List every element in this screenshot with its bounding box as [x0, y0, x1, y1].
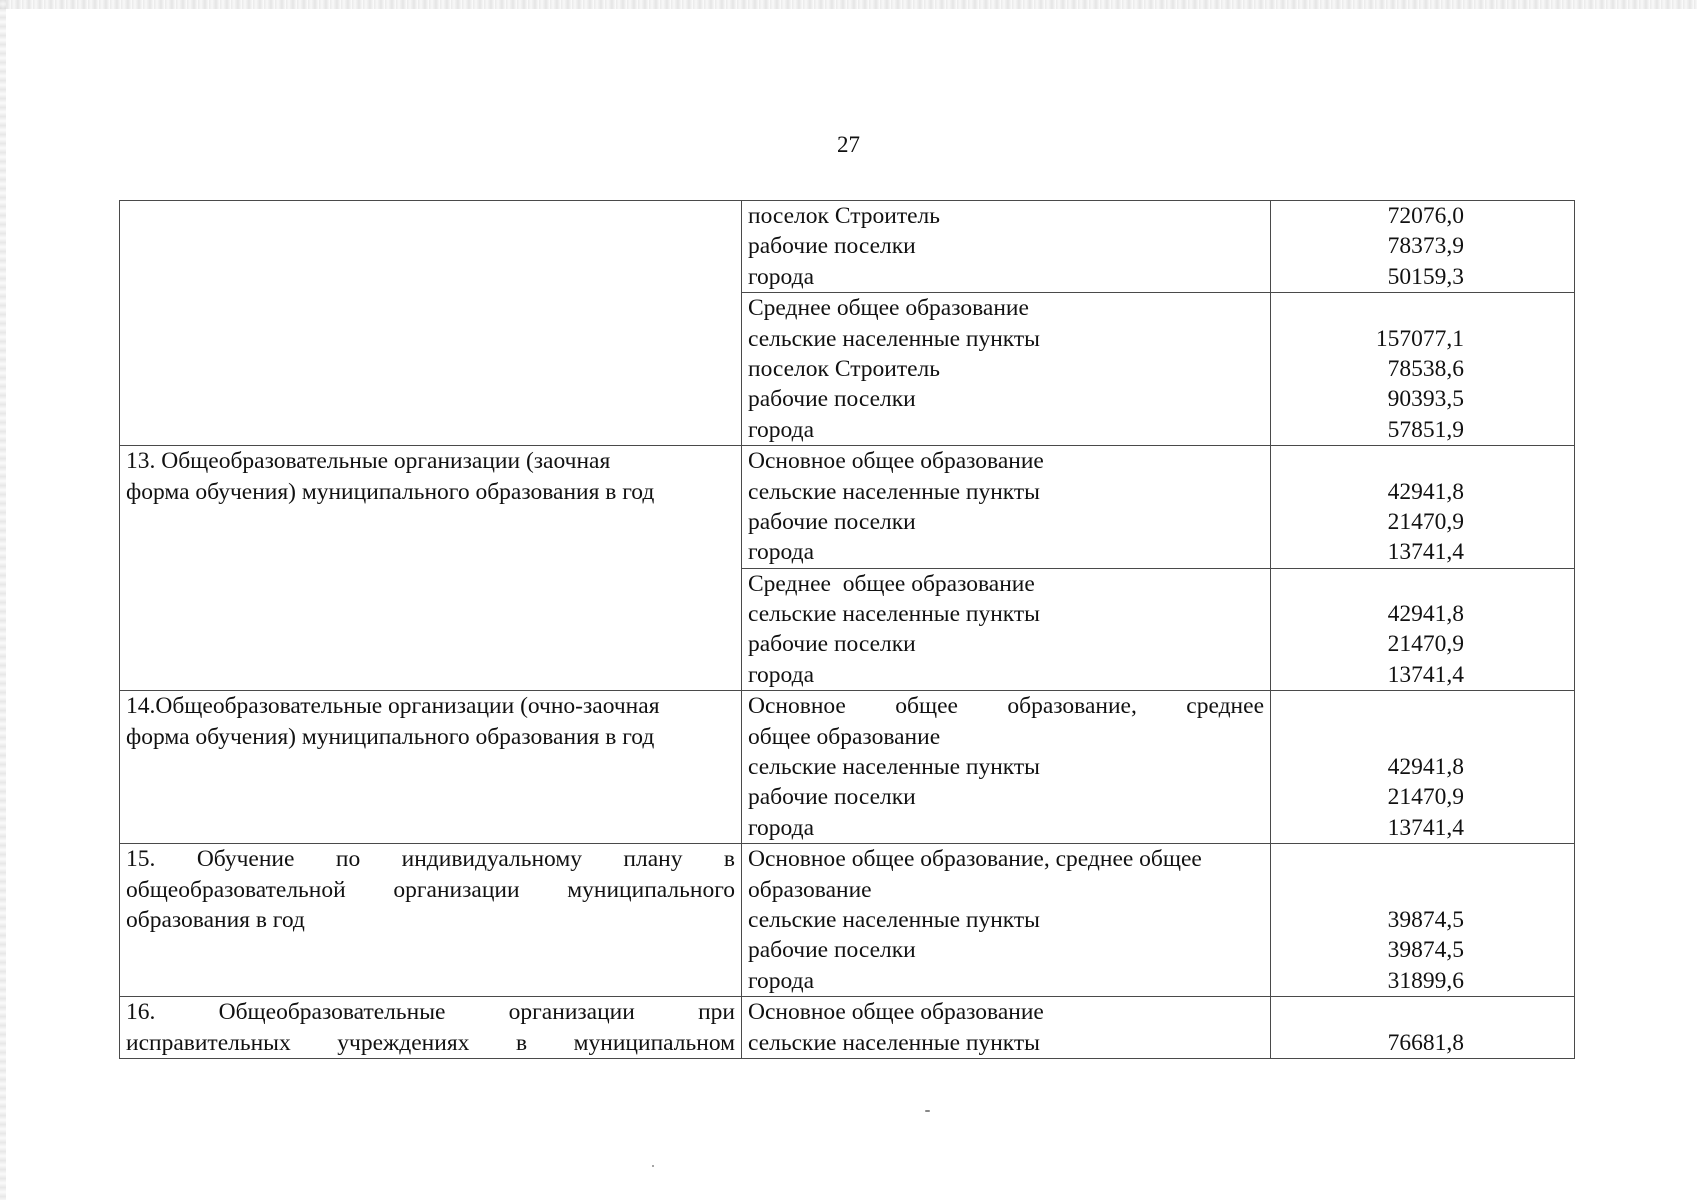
item-label: города: [748, 661, 815, 688]
row-title-line: 16. Общеобразовательные организации при: [126, 999, 735, 1026]
blank-line: [1277, 691, 1464, 721]
blank-line: [1277, 722, 1464, 752]
item-value: 90393,5: [1387, 386, 1464, 413]
item-value: 13741,4: [1387, 539, 1464, 566]
block-labels: [742, 446, 1271, 569]
block-labels: [742, 691, 1271, 844]
block-heading: образование: [748, 876, 872, 903]
block-values: [1271, 446, 1575, 569]
item-label: сельские населенные пункты: [748, 478, 1040, 505]
scan-edge-left: [0, 0, 6, 1200]
item-value: 78373,9: [1387, 233, 1464, 260]
scan-edge-top: [0, 0, 1697, 9]
block-labels: [742, 568, 1271, 691]
block-labels: [742, 844, 1271, 997]
table-row-16: [120, 997, 1575, 1059]
blank-line: [1277, 875, 1464, 905]
item-label: города: [748, 967, 815, 994]
item-label: рабочие поселки: [748, 233, 916, 260]
item-label: города: [748, 539, 815, 566]
item-label: города: [748, 416, 815, 443]
block-heading: Основное общее образование, среднее общее: [748, 846, 1202, 873]
item-label: сельские населенные пункты: [748, 754, 1040, 781]
item-label: рабочие поселки: [748, 631, 916, 658]
block-heading: общее образование: [748, 723, 941, 750]
block-labels: [742, 293, 1271, 446]
row-title: [120, 997, 742, 1059]
block-values: [1271, 844, 1575, 997]
item-label: рабочие поселки: [748, 508, 916, 535]
block-heading: Основное общее образование: [748, 999, 1044, 1026]
page-number: 27: [837, 132, 860, 157]
block-labels: [742, 201, 1271, 293]
blank-line: [1277, 844, 1464, 874]
item-label: сельские населенные пункты: [748, 325, 1040, 352]
table-row-14: [120, 691, 1575, 844]
blank-line: [1277, 446, 1464, 476]
row-title-line: исправительных учреждениях в муниципальном: [126, 1029, 735, 1056]
item-label: города: [748, 263, 815, 290]
block-values: [1271, 568, 1575, 691]
block-heading: Среднее общее образование: [748, 570, 1035, 597]
item-value: 21470,9: [1387, 784, 1464, 811]
item-value: 157077,1: [1375, 325, 1464, 352]
row-title-line: 14.Общеобразовательные организации (очно-заочная: [126, 693, 660, 720]
block-values: [1271, 201, 1575, 293]
block-heading: Среднее общее образование: [748, 295, 1029, 322]
item-value: 39874,5: [1387, 937, 1464, 964]
item-label: поселок Строитель: [748, 203, 940, 229]
block-values: [1271, 293, 1575, 446]
item-label: сельские населенные пункты: [748, 1029, 1040, 1056]
scan-speck: [652, 1165, 654, 1167]
item-value: 50159,3: [1387, 263, 1464, 290]
item-value: 31899,6: [1387, 967, 1464, 994]
row-title: [120, 691, 742, 844]
item-value: 13741,4: [1387, 661, 1464, 688]
blank-line: [1277, 293, 1464, 323]
item-label: рабочие поселки: [748, 784, 916, 811]
item-value: 42941,8: [1387, 601, 1464, 628]
item-value: 21470,9: [1387, 508, 1464, 535]
item-value: 78538,6: [1387, 355, 1464, 382]
scan-speck: [925, 1110, 930, 1112]
row-title-line: 15. Обучение по индивидуальному плану в: [126, 846, 735, 873]
item-value: 42941,8: [1387, 478, 1464, 505]
item-label: поселок Строитель: [748, 355, 940, 382]
item-value: 39874,5: [1387, 906, 1464, 933]
item-label: сельские населенные пункты: [748, 906, 1040, 933]
block-heading: Основное общее образование: [748, 448, 1044, 475]
table-row-15: [120, 844, 1575, 997]
row-title-line: форма обучения) муниципального образования в год: [126, 723, 655, 750]
row-title-line: общеобразовательной организации муниципального: [126, 876, 735, 903]
item-value: 72076,0: [1387, 203, 1464, 229]
item-label: рабочие поселки: [748, 386, 916, 413]
row-title-continued: [120, 201, 742, 446]
block-values: [1271, 691, 1575, 844]
item-label: сельские населенные пункты: [748, 601, 1040, 628]
tariff-table: [119, 200, 1575, 1059]
block-values: [1271, 997, 1575, 1059]
blank-line: [1277, 569, 1464, 599]
row-title-line: образования в год: [126, 906, 305, 933]
item-value: 57851,9: [1387, 416, 1464, 443]
item-value: 76681,8: [1387, 1029, 1464, 1056]
item-label: рабочие поселки: [748, 937, 916, 964]
block-labels: [742, 997, 1271, 1059]
block-heading: Основное общее образование, среднее: [748, 693, 1264, 720]
item-value: 21470,9: [1387, 631, 1464, 658]
item-value: 13741,4: [1387, 814, 1464, 841]
row-title: [120, 844, 742, 997]
row-title: [120, 446, 742, 691]
item-value: 42941,8: [1387, 754, 1464, 781]
table-row-continued-a: [120, 201, 1575, 293]
row-title-line: форма обучения) муниципального образования в год: [126, 478, 655, 505]
item-label: города: [748, 814, 815, 841]
blank-line: [1277, 997, 1464, 1027]
table-row-13-a: [120, 446, 1575, 569]
row-title-line: 13. Общеобразовательные организации (заочная: [126, 448, 611, 475]
